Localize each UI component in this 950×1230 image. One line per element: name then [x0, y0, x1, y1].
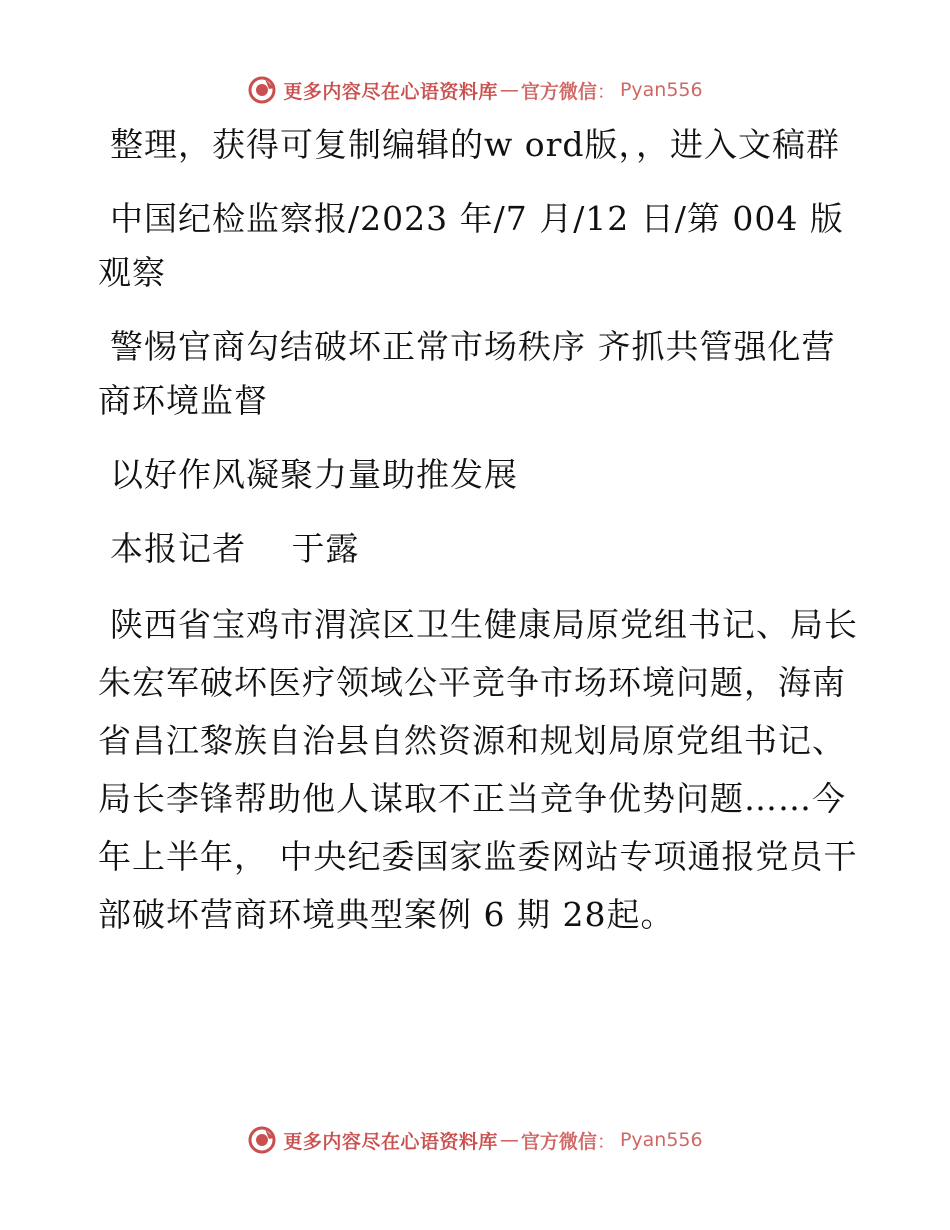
- intro-note: 整理，获得可复制编辑的w ord版，，进入文稿群: [110, 125, 841, 164]
- header-wechat-account: Pyan556: [619, 79, 703, 101]
- footer-banner: [0, 1120, 950, 1160]
- document-body: [98, 118, 858, 964]
- library-logo-icon: [247, 1125, 277, 1155]
- footer-colon: ：: [596, 1130, 616, 1153]
- header-wechat-label: 官方微信: [520, 80, 597, 103]
- body-paragraph: 陕西省宝鸡市渭滨区卫生健康局原党组书记、局长朱宏军破坏医疗领域公平竞争市场环境问题，海南省昌江黎族自治县自然资源和规划局原党组书记、局长李锋帮助他人谋取不正当竞争优势问题……今年上半年， 中央纪委国家监委网站专项通报党员干部破坏营商环境典型案例 6 期 28起。: [98, 605, 858, 934]
- source-line: 中国纪检监察报/2023 年/7 月/12 日/第 004 版观察: [98, 199, 844, 292]
- header-banner: [0, 70, 950, 110]
- footer-dash: —: [499, 1129, 519, 1151]
- footer-wechat-account: Pyan556: [619, 1129, 703, 1151]
- header-promo-text: 更多内容尽在心语资料库: [283, 80, 498, 103]
- footer-promo-text: 更多内容尽在心语资料库: [283, 1130, 498, 1153]
- header-dash: —: [499, 79, 519, 101]
- library-logo-icon: [247, 75, 277, 105]
- headline: 警惕官商勾结破坏正常市场秩序 齐抓共管强化营商环境监督: [98, 327, 836, 420]
- footer-wechat-label: 官方微信: [520, 1130, 597, 1153]
- byline: 本报记者 于露: [110, 529, 360, 568]
- subheadline: 以好作风凝聚力量助推发展: [110, 455, 518, 494]
- header-colon: ：: [596, 80, 616, 103]
